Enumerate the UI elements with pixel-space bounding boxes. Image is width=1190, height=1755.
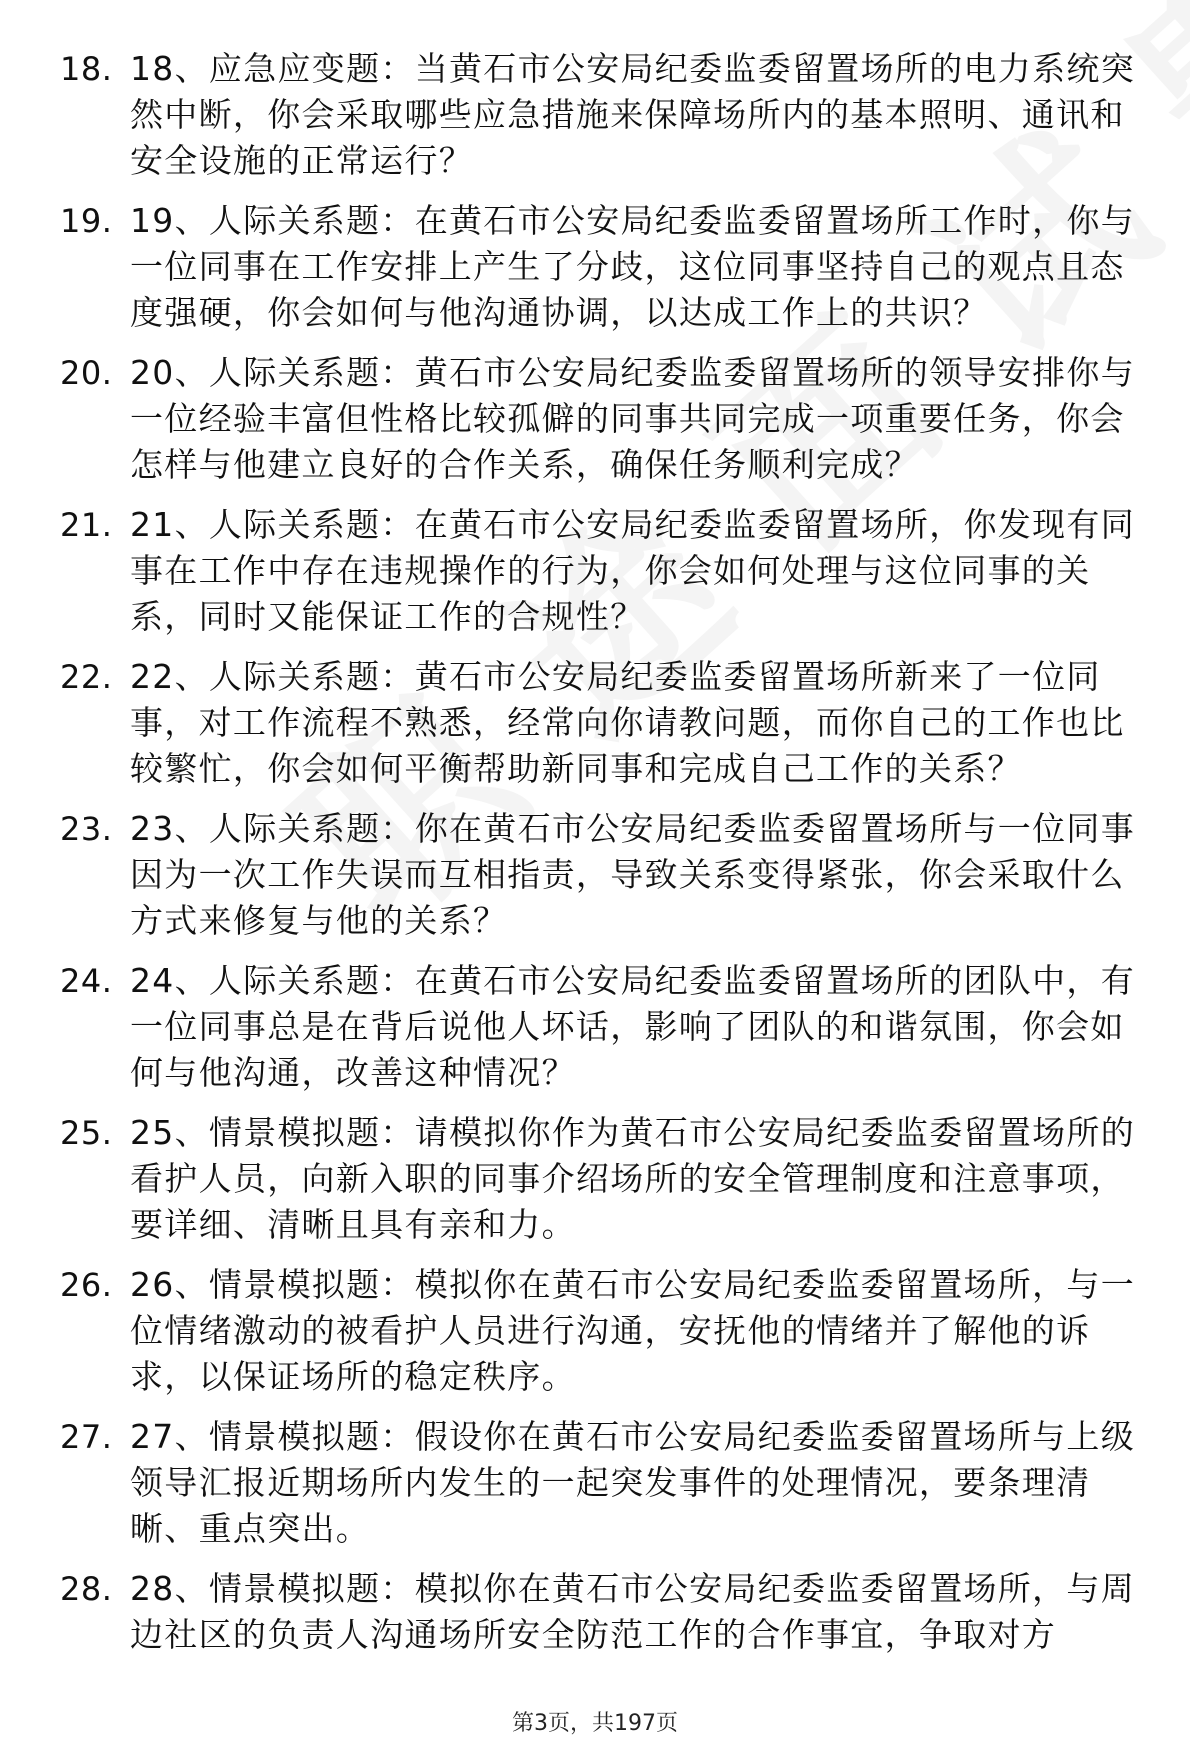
question-item <box>60 1110 1150 1262</box>
question-number: 24. <box>60 962 113 1000</box>
question-text: 19、人际关系题：在黄石市公安局纪委监委留置场所工作时，你与一位同事在工作安排上产生了分歧，这位同事坚持自己的观点且态度强硬，你会如何与他沟通协调，以达成工作上的共识？ <box>130 201 1135 332</box>
question-number: 25. <box>60 1114 113 1152</box>
question-item <box>60 502 1150 654</box>
question-number: 19. <box>60 202 113 240</box>
question-text: 23、人际关系题：你在黄石市公安局纪委监委留置场所与一位同事因为一次工作失误而互相指责，导致关系变得紧张，你会采取什么方式来修复与他的关系？ <box>130 809 1135 940</box>
question-item <box>60 198 1150 350</box>
question-item <box>60 806 1150 958</box>
question-item <box>60 350 1150 502</box>
question-text: 24、人际关系题：在黄石市公安局纪委监委留置场所的团队中，有一位同事总是在背后说他人坏话，影响了团队的和谐氛围，你会如何与他沟通，改善这种情况？ <box>130 961 1135 1092</box>
question-number: 22. <box>60 658 113 696</box>
page-footer: 第3页，共197页 <box>512 1711 678 1736</box>
question-text: 18、应急应变题：当黄石市公安局纪委监委留置场所的电力系统突然中断，你会采取哪些应急措施来保障场所内的基本照明、通讯和安全设施的正常运行？ <box>130 49 1135 180</box>
question-text: 25、情景模拟题：请模拟你作为黄石市公安局纪委监委留置场所的看护人员，向新入职的同事介绍场所的安全管理制度和注意事项，要详细、清晰且具有亲和力。 <box>130 1113 1135 1244</box>
question-number: 28. <box>60 1570 113 1608</box>
question-number: 26. <box>60 1266 113 1304</box>
question-text: 27、情景模拟题：假设你在黄石市公安局纪委监委留置场所与上级领导汇报近期场所内发生的一起突发事件的处理情况，要条理清晰、重点突出。 <box>130 1417 1135 1548</box>
question-text: 20、人际关系题：黄石市公安局纪委监委留置场所的领导安排你与一位经验丰富但性格比较孤僻的同事共同完成一项重要任务，你会怎样与他建立良好的合作关系，确保任务顺利完成？ <box>130 353 1135 484</box>
question-item <box>60 1566 1150 1718</box>
question-text: 21、人际关系题：在黄石市公安局纪委监委留置场所，你发现有同事在工作中存在违规操作的行为，你会如何处理与这位同事的关系，同时又能保证工作的合规性？ <box>130 505 1135 636</box>
question-list <box>60 46 1150 1718</box>
question-text: 22、人际关系题：黄石市公安局纪委监委留置场所新来了一位同事，对工作流程不熟悉，经常向你请教问题，而你自己的工作也比较繁忙，你会如何平衡帮助新同事和完成自己工作的关系？ <box>130 657 1125 788</box>
question-number: 18. <box>60 50 113 88</box>
question-text: 26、情景模拟题：模拟你在黄石市公安局纪委监委留置场所，与一位情绪激动的被看护人员进行沟通，安抚他的情绪并了解他的诉求，以保证场所的稳定秩序。 <box>130 1265 1135 1396</box>
question-item <box>60 654 1150 806</box>
question-number: 21. <box>60 506 113 544</box>
question-item <box>60 958 1150 1110</box>
question-number: 27. <box>60 1418 113 1456</box>
question-number: 23. <box>60 810 113 848</box>
question-item <box>60 46 1150 198</box>
question-item <box>60 1414 1150 1566</box>
question-number: 20. <box>60 354 113 392</box>
question-text: 28、情景模拟题：模拟你在黄石市公安局纪委监委留置场所，与周边社区的负责人沟通场所安全防范工作的合作事宜，争取对方 <box>130 1569 1135 1654</box>
question-item <box>60 1262 1150 1414</box>
